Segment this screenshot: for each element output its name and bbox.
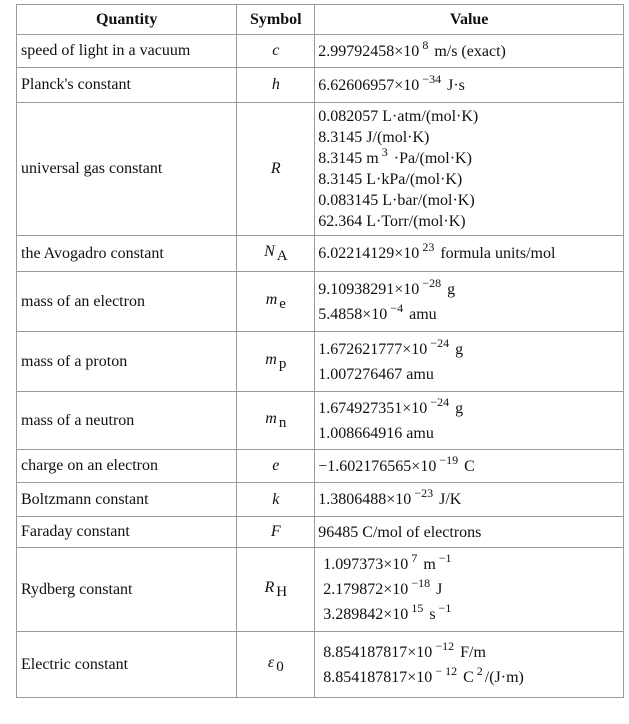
symbol-cell [237, 68, 315, 103]
value-line [318, 127, 620, 148]
header-symbol: Symbol [237, 5, 315, 35]
value-cell [315, 632, 624, 698]
value-mantissa: 1.672621777×10 [318, 340, 428, 358]
value-unit: J [436, 581, 443, 598]
value-exponent: −12 [435, 638, 455, 653]
header-value: Value [315, 5, 624, 35]
symbol-subscript: H [276, 583, 288, 600]
value-line [318, 486, 620, 510]
value-unit-exponent: 2 [476, 663, 483, 678]
symbol-cell [237, 272, 315, 332]
value-unit: C [463, 668, 474, 686]
symbol-cell [237, 332, 315, 392]
value-exponent: − 12 [435, 663, 458, 678]
value-unit-suffix: /(J·m) [484, 668, 524, 686]
value-cell [315, 548, 624, 632]
value-exponent: −23 [414, 486, 434, 500]
value-cell [315, 272, 624, 332]
table-row [17, 632, 624, 698]
symbol-cell [237, 392, 315, 450]
value-unit: g [447, 280, 456, 298]
value-mantissa: 2.99792458×10 [318, 42, 420, 60]
value-line [318, 71, 620, 96]
symbol-cell [237, 236, 315, 272]
value-cell [315, 35, 624, 68]
value-line [323, 552, 620, 577]
table-row [17, 483, 624, 517]
value-line [318, 396, 620, 421]
symbol-letter: R [270, 160, 281, 177]
quantity-cell: charge on an electron [17, 450, 237, 483]
value-unit: m [423, 556, 436, 573]
value-text: 8.3145 J/(mol·K) [318, 129, 430, 146]
value-line [318, 522, 620, 543]
symbol-cell [237, 35, 315, 68]
value-unit: ·Pa/(mol·K) [393, 150, 472, 167]
value-mantissa: 6.02214129×10 [318, 245, 420, 262]
value-unit: C [464, 457, 475, 475]
symbol-cell [237, 483, 315, 517]
value-text: 1.007276467 amu [318, 365, 434, 383]
quantity-cell: Rydberg constant [17, 548, 237, 632]
symbol-subscript: n [278, 414, 287, 431]
symbol-letter: N [264, 242, 275, 260]
table-header-row [17, 5, 624, 35]
value-unit: formula units/mol [440, 245, 556, 262]
value-line [318, 211, 620, 232]
table-row [17, 450, 624, 483]
value-exponent: −24 [430, 335, 450, 350]
symbol-letter: c [272, 42, 280, 59]
value-mantissa: 8.854187817×10 [323, 668, 433, 686]
symbol-cell [237, 548, 315, 632]
symbol-letter: e [272, 457, 280, 474]
value-unit: J·s [447, 76, 465, 94]
value-line [323, 665, 620, 690]
value-exponent: −19 [439, 452, 459, 467]
symbol-letter: m [265, 409, 277, 427]
value-mantissa: 8.3145 m [318, 150, 379, 167]
value-line [318, 37, 620, 62]
symbol-subscript: e [279, 295, 286, 312]
symbol-letter: h [271, 76, 280, 93]
symbol-letter: m [265, 350, 277, 368]
value-text: 1.008664916 amu [318, 424, 434, 442]
value-unit: g [455, 399, 464, 417]
value-text: 0.083145 L·bar/(mol·K) [318, 192, 475, 209]
quantity-cell: the Avogadro constant [17, 236, 237, 272]
quantity-cell: Boltzmann constant [17, 483, 237, 517]
value-unit: amu [409, 305, 437, 323]
value-exponent: 15 [411, 601, 424, 615]
symbol-cell [237, 103, 315, 236]
quantity-cell: mass of a neutron [17, 392, 237, 450]
value-exponent: −4 [390, 300, 404, 315]
table-body [17, 35, 624, 698]
value-line [323, 602, 620, 627]
value-exponent: −28 [422, 275, 442, 290]
value-cell [315, 392, 624, 450]
value-line [318, 362, 620, 387]
quantity-cell: Faraday constant [17, 517, 237, 548]
symbol-cell [237, 450, 315, 483]
table-row [17, 272, 624, 332]
value-cell [315, 236, 624, 272]
value-exponent: 3 [381, 145, 388, 159]
value-line [318, 337, 620, 362]
value-cell [315, 450, 624, 483]
physical-constants-table [16, 4, 624, 698]
table-row [17, 35, 624, 68]
table-row [17, 392, 624, 450]
header-quantity: Quantity [17, 5, 237, 35]
quantity-cell: mass of a proton [17, 332, 237, 392]
value-unit: F/m [460, 643, 486, 661]
quantity-cell: universal gas constant [17, 103, 237, 236]
value-exponent: −18 [411, 576, 431, 590]
symbol-letter: m [265, 290, 278, 308]
value-unit: m/s (exact) [434, 42, 506, 60]
value-exponent: −24 [430, 394, 450, 409]
value-mantissa: 6.62606957×10 [318, 76, 420, 94]
value-unit: J/K [439, 491, 462, 508]
value-line [318, 145, 620, 169]
value-line [318, 240, 620, 264]
symbol-letter: R [264, 578, 275, 596]
value-line [318, 169, 620, 190]
value-cell [315, 517, 624, 548]
value-cell [315, 483, 624, 517]
symbol-subscript: p [278, 355, 287, 372]
value-mantissa: 8.854187817×10 [323, 643, 433, 661]
symbol-cell [237, 517, 315, 548]
value-unit: s [429, 606, 436, 623]
value-text: 62.364 L·Torr/(mol·K) [318, 213, 466, 230]
symbol-subscript: A [276, 247, 288, 264]
value-exponent: −34 [422, 71, 442, 86]
table-row [17, 236, 624, 272]
value-line [323, 577, 620, 602]
value-exponent: 8 [422, 37, 429, 52]
value-line [318, 452, 620, 477]
value-line [318, 277, 620, 302]
quantity-cell: Electric constant [17, 632, 237, 698]
value-line [323, 640, 620, 665]
value-mantissa: 1.674927351×10 [318, 399, 428, 417]
value-unit-exponent: −1 [438, 551, 452, 565]
symbol-letter: k [272, 490, 280, 508]
symbol-letter: F [270, 523, 281, 540]
value-line [318, 106, 620, 127]
value-mantissa: −1.602176565×10 [318, 457, 437, 475]
value-exponent: 7 [411, 551, 418, 565]
value-text: 0.082057 L·atm/(mol·K) [318, 108, 479, 125]
value-mantissa: 3.289842×10 [323, 606, 409, 623]
quantity-cell: speed of light in a vacuum [17, 35, 237, 68]
value-exponent: 23 [422, 240, 435, 254]
table-row [17, 517, 624, 548]
value-unit-exponent: −1 [438, 601, 452, 615]
quantity-cell: Planck's constant [17, 68, 237, 103]
value-mantissa: 5.4858×10 [318, 305, 388, 323]
table-row [17, 68, 624, 103]
symbol-subscript: 0 [276, 658, 284, 675]
value-unit: g [455, 340, 464, 358]
value-line [318, 190, 620, 211]
table-row [17, 332, 624, 392]
value-cell [315, 332, 624, 392]
value-mantissa: 9.10938291×10 [318, 280, 420, 298]
table-row [17, 548, 624, 632]
value-mantissa: 1.3806488×10 [318, 491, 412, 508]
value-cell [315, 68, 624, 103]
table-row [17, 103, 624, 236]
symbol-letter: ε [267, 653, 275, 671]
symbol-cell [237, 632, 315, 698]
value-line [318, 421, 620, 446]
value-line [318, 302, 620, 327]
value-mantissa: 2.179872×10 [323, 581, 409, 598]
value-cell [315, 103, 624, 236]
quantity-cell: mass of an electron [17, 272, 237, 332]
value-mantissa: 1.097373×10 [323, 556, 409, 573]
value-text: 96485 C/mol of electrons [318, 523, 482, 541]
value-text: 8.3145 L·kPa/(mol·K) [318, 171, 463, 188]
